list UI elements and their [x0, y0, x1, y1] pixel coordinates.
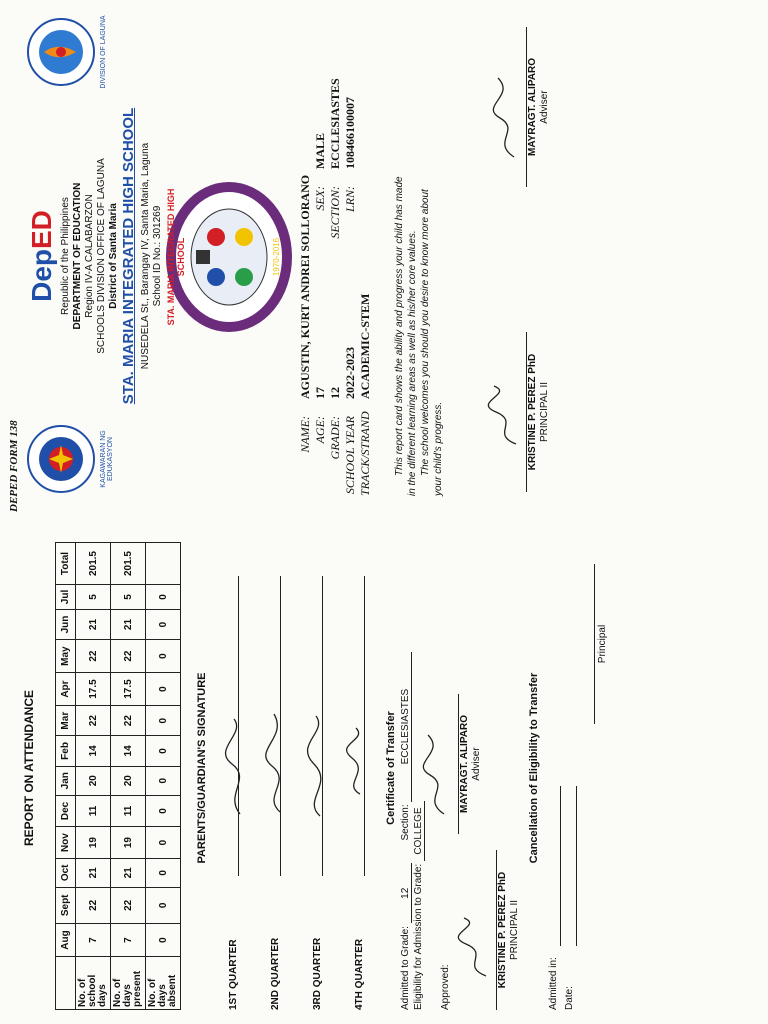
admitted-in-label: Admitted in: [548, 957, 559, 1010]
section-value: ECCLESIASTES [400, 652, 412, 802]
table-cell: 0 [146, 766, 181, 795]
eligibility-value: COLLEGE [413, 801, 425, 861]
row-label: No. of days absent [146, 957, 181, 1010]
student-age: 17 [313, 387, 327, 399]
attendance-title: REPORT ON ATTENDANCE [22, 690, 36, 846]
right-seal-text: DIVISION OF LAGUNA [100, 15, 107, 89]
month-header: Aug [56, 924, 76, 957]
date-line [576, 786, 577, 946]
quarter-label: 4TH QUARTER [354, 938, 365, 1010]
department-line: DEPARTMENT OF EDUCATION [72, 182, 83, 330]
grade-label: GRADE: [328, 416, 342, 460]
table-cell: 22 [76, 640, 111, 673]
student-grade: 12 [328, 387, 342, 399]
table-cell: 5 [111, 585, 146, 610]
quarter-label: 1ST QUARTER [228, 939, 239, 1010]
name-row [298, 175, 313, 496]
attendance-header-row [56, 543, 76, 1010]
principal-signature-icon [456, 914, 496, 984]
table-cell: 21 [76, 609, 111, 639]
month-header: Nov [56, 827, 76, 859]
student-name: AGUSTIN, KURT ANDREI SOLLORANO [298, 174, 312, 399]
table-cell: 17.5 [76, 673, 111, 706]
row-label: No. of days present [111, 957, 146, 1010]
month-header: May [56, 640, 76, 673]
table-cell: 0 [146, 795, 181, 826]
table-cell: 21 [76, 859, 111, 887]
table-cell: 11 [111, 795, 146, 826]
month-header: Mar [56, 706, 76, 736]
table-cell: 0 [146, 609, 181, 639]
principal-name-right: KRISTINE P. PEREZ PhD [526, 332, 538, 492]
principal-name: KRISTINE P. PEREZ PhD [496, 850, 508, 1010]
year-row [343, 97, 358, 496]
track-label: TRACK/STRAND [358, 411, 372, 496]
message-line-1: This report card shows the ability and progress your child has made [394, 176, 405, 476]
month-header: Jan [56, 766, 76, 795]
table-row [111, 543, 146, 1010]
table-cell: 22 [111, 640, 146, 673]
message-line-3: The school welcomes you should you desire to know more about [420, 189, 431, 476]
row-label: No. of school days [76, 957, 111, 1010]
message-line-4: your child's progress. [433, 401, 444, 496]
cancel-principal-line [594, 564, 595, 724]
month-header: Dec [56, 795, 76, 826]
table-row [76, 543, 111, 1010]
school-seal-years: 1970-2016 [272, 237, 281, 277]
principal-signature-icon-right [486, 382, 526, 452]
parents-signature-title: PARENTS/GUARDIAN'S SIGNATURE [196, 672, 208, 864]
cancel-principal-label: Principal [597, 624, 608, 664]
left-panel [0, 512, 768, 1024]
month-header: Jun [56, 609, 76, 639]
adviser-title: Adviser [471, 747, 482, 781]
cancellation-title: Cancellation of Eligibility to Transfer [528, 672, 540, 864]
grade-row [328, 78, 343, 496]
division-line: SCHOOLS DIVISION OFFICE OF LAGUNA [96, 158, 107, 354]
month-header: Apr [56, 673, 76, 706]
student-track: ACADEMIC-STEM [358, 293, 372, 399]
table-cell: 14 [76, 736, 111, 766]
transfer-title: Certificate of Transfer [385, 711, 397, 825]
month-header: Sept [56, 887, 76, 924]
admitted-in-line [560, 786, 561, 946]
table-cell: 0 [146, 706, 181, 736]
school-id: School ID No.: 301269 [152, 205, 163, 307]
table-cell: 14 [111, 736, 146, 766]
adviser-name-right: MAYRAGT. ALIPARO [526, 27, 538, 187]
principal-title: PRINCIPAL II [509, 900, 520, 961]
table-cell: 7 [76, 924, 111, 957]
student-lrn: 108466100007 [343, 97, 357, 169]
month-header: Total [56, 543, 76, 585]
table-cell: 0 [146, 736, 181, 766]
eligibility-label: Eligibility for Admission to Grade: [413, 863, 424, 1010]
table-cell: 20 [76, 766, 111, 795]
form-number: DEPED FORM 138 [8, 420, 20, 512]
district-line: District of Santa Maria [108, 203, 119, 309]
lrn-label: LRN: [343, 186, 357, 213]
table-cell: 0 [146, 887, 181, 924]
table-cell: 0 [146, 827, 181, 859]
table-cell: 5 [76, 585, 111, 610]
section-label: Section: [400, 804, 411, 841]
eligibility-row [413, 801, 425, 1010]
age-label: AGE: [313, 416, 327, 444]
school-name: STA. MARIA INTEGRATED HIGH SCHOOL [120, 107, 137, 405]
quarter-label: 2ND QUARTER [270, 937, 281, 1010]
message-line-2: in the different learning areas as well as his/her core values. [407, 230, 418, 496]
adviser-signature-icon-right [486, 72, 526, 162]
admitted-grade-row [400, 652, 412, 1010]
attendance-table [55, 542, 181, 1010]
table-row [146, 543, 181, 1010]
track-row [358, 294, 373, 496]
table-cell: 22 [111, 887, 146, 924]
name-label: NAME: [298, 416, 312, 453]
student-section: ECCLESIASTES [328, 78, 342, 169]
month-header: Jul [56, 585, 76, 610]
table-cell: 21 [111, 609, 146, 639]
republic-line: Republic of the Philippines [60, 197, 71, 315]
section-label-right: SECTION: [328, 186, 342, 239]
table-cell: 11 [76, 795, 111, 826]
table-cell: 19 [76, 827, 111, 859]
table-cell: 0 [146, 585, 181, 610]
table-cell: 7 [111, 924, 146, 957]
table-cell: 201.5 [76, 543, 111, 585]
left-seal-text: KAGAWARAN NG EDUKASYON [100, 430, 114, 488]
table-cell [146, 543, 181, 585]
age-row [313, 133, 328, 496]
month-header: Feb [56, 736, 76, 766]
quarter-label: 3RD QUARTER [312, 937, 323, 1010]
table-cell: 17.5 [111, 673, 146, 706]
parent-signatures-icon [222, 704, 372, 824]
admitted-grade-value: 12 [400, 863, 412, 923]
student-sex: MALE [313, 133, 327, 169]
school-year-label: SCHOOL YEAR [343, 416, 357, 495]
deped-logo: DepED [26, 210, 57, 302]
school-year: 2022-2023 [343, 347, 357, 399]
date-label: Date: [564, 986, 575, 1010]
school-seal-text: STA. MARIA INTEGRATED HIGH SCHOOL [166, 188, 186, 326]
principal-title-right: PRINCIPAL II [539, 382, 550, 443]
sex-label: SEX: [313, 186, 327, 211]
table-cell: 20 [111, 766, 146, 795]
table-cell: 22 [76, 887, 111, 924]
region-line: Region IV-A CALABARZON [84, 194, 95, 318]
table-cell: 0 [146, 673, 181, 706]
month-header: Oct [56, 859, 76, 887]
table-cell: 19 [111, 827, 146, 859]
adviser-title-right: Adviser [539, 90, 550, 124]
table-cell: 22 [111, 706, 146, 736]
adviser-name: MAYRAGT. ALIPARO [458, 694, 470, 834]
table-cell: 21 [111, 859, 146, 887]
admitted-grade-label: Admitted to Grade: [400, 926, 411, 1010]
table-cell: 22 [76, 706, 111, 736]
school-address: NUSEDELA St., Barangay IV, Santa Maria, Laguna [140, 142, 151, 370]
table-cell: 0 [146, 859, 181, 887]
table-cell: 0 [146, 924, 181, 957]
table-cell: 0 [146, 640, 181, 673]
approved-label: Approved: [440, 964, 451, 1010]
adviser-signature-icon [416, 729, 456, 819]
table-cell: 201.5 [111, 543, 146, 585]
